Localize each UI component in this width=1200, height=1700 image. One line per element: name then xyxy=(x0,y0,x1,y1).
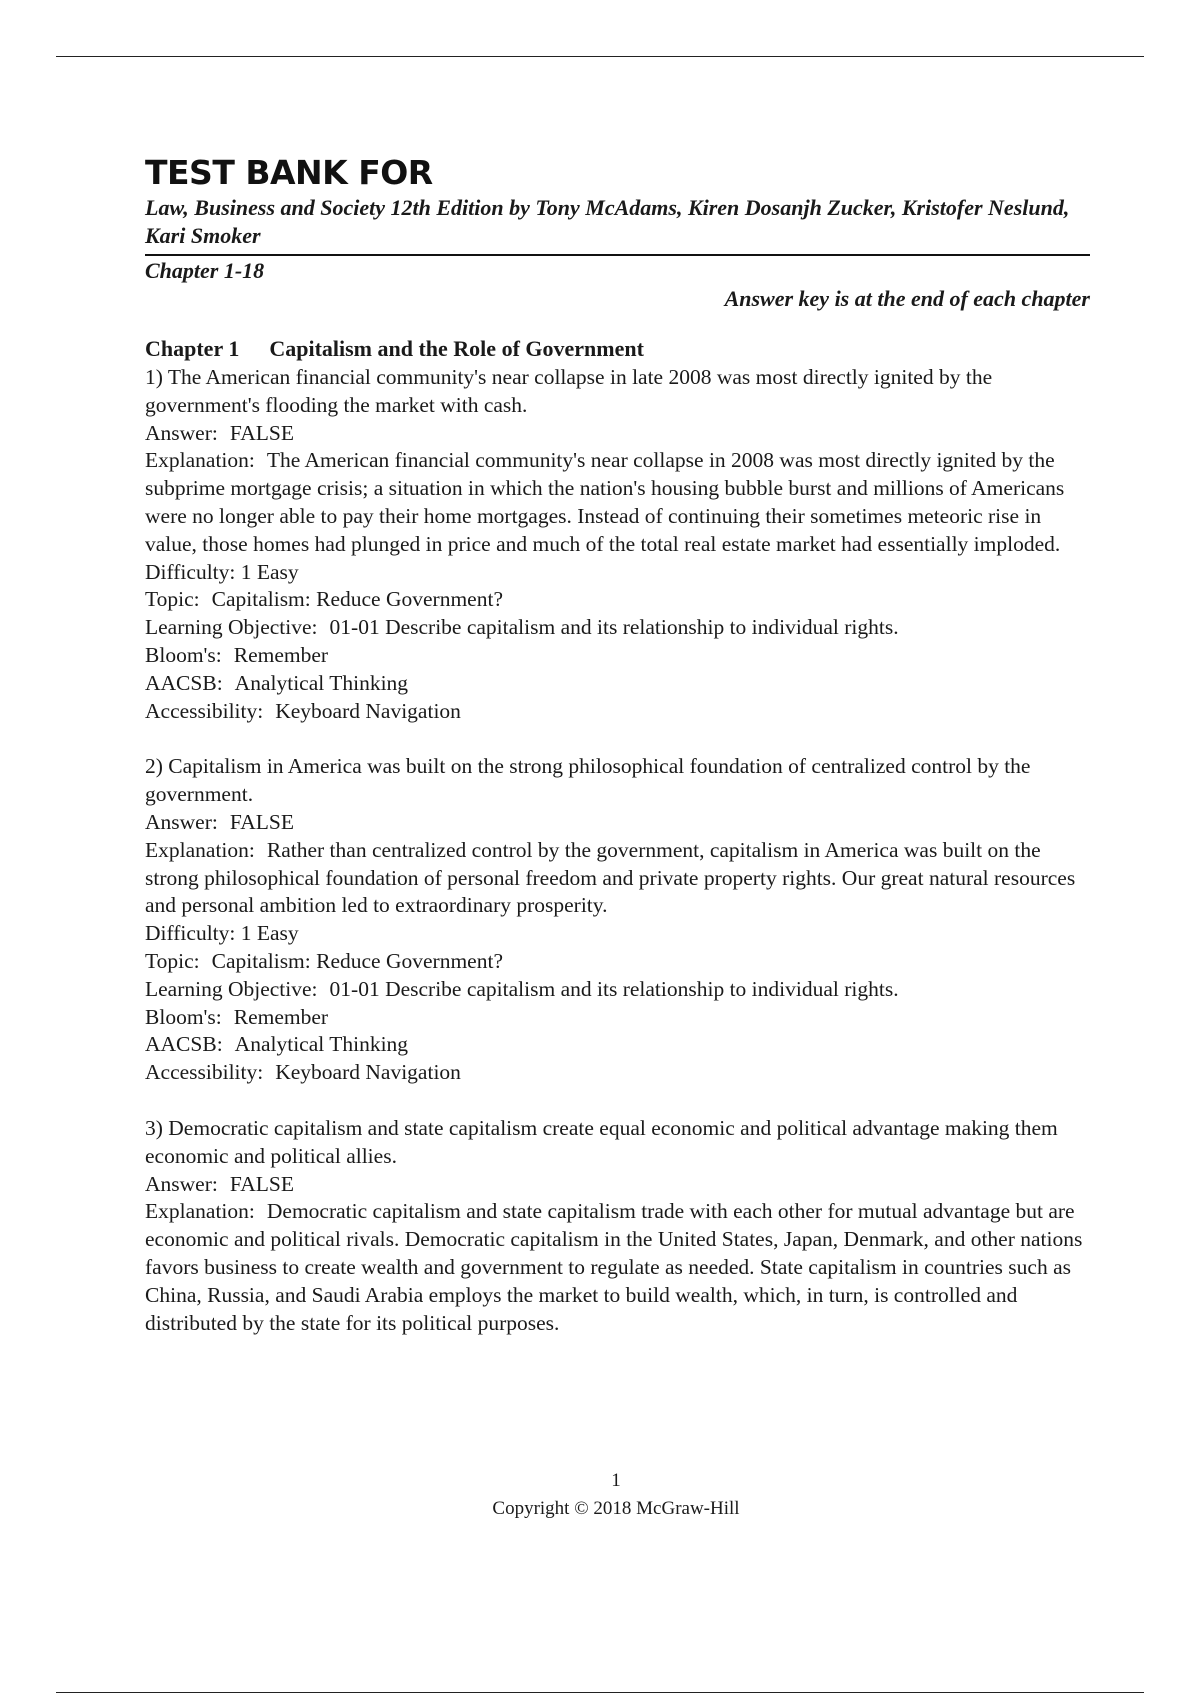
question-text: 3) Democratic capitalism and state capitalism create equal economic and political advantage making them economic and political allies. xyxy=(145,1115,1058,1168)
explanation-line xyxy=(145,837,1090,920)
accessibility-value: Keyboard Navigation xyxy=(275,1060,461,1085)
explanation-value: The American financial community's near collapse in 2008 was most directly ignited by the subprime mortgage crisis; a situation in which the nation's housing bubble burst and millions of Americans were no longer able to pay their home mortgages. Instead of continuing their sometimes meteoric rise in value, those homes had plunged in price and much of the total real estate market had essentially imploded. xyxy=(145,448,1065,556)
answer-label: Answer: xyxy=(145,809,218,834)
document-title: TEST BANK FOR xyxy=(145,153,433,192)
aacsb-label: AACSB: xyxy=(145,1032,223,1057)
document-body xyxy=(145,154,1090,1337)
blooms-label: Bloom's: xyxy=(145,1004,222,1029)
bottom-page-rule xyxy=(56,1692,1144,1693)
difficulty-value: 1 Easy xyxy=(240,921,299,946)
aacsb-line xyxy=(145,670,1090,698)
topic-value: Capitalism: Reduce Government? xyxy=(211,948,503,973)
objective-value: 01-01 Describe capitalism and its relationship to individual rights. xyxy=(329,615,899,640)
difficulty-label: Difficulty: xyxy=(145,921,236,946)
blooms-label: Bloom's: xyxy=(145,642,222,667)
aacsb-label: AACSB: xyxy=(145,670,223,695)
aacsb-line xyxy=(145,1031,1090,1059)
topic-value: Capitalism: Reduce Government? xyxy=(211,587,503,612)
accessibility-label: Accessibility: xyxy=(145,698,264,723)
answer-line xyxy=(145,420,1090,448)
explanation-value: Rather than centralized control by the government, capitalism in America was built on the strong philosophical foundation of personal freedom and private property rights. Our great natural resources and personal ambition led to extraordinary prosperity. xyxy=(145,837,1076,918)
difficulty-label: Difficulty: xyxy=(145,559,236,584)
answer-value: FALSE xyxy=(229,1171,294,1196)
explanation-label: Explanation: xyxy=(145,448,255,473)
blooms-value: Remember xyxy=(233,642,329,667)
question-item xyxy=(145,753,1090,1087)
explanation-line xyxy=(145,447,1090,558)
blooms-line xyxy=(145,1004,1090,1032)
answer-value: FALSE xyxy=(229,420,294,445)
answer-label: Answer: xyxy=(145,420,218,445)
topic-label: Topic: xyxy=(145,948,200,973)
topic-label: Topic: xyxy=(145,587,200,612)
difficulty-value: 1 Easy xyxy=(240,559,299,584)
question-item xyxy=(145,364,1090,725)
difficulty-line xyxy=(145,920,1090,948)
question-text: 2) Capitalism in America was built on the strong philosophical foundation of centralized control by the government. xyxy=(145,754,1031,807)
answer-key-note: Answer key is at the end of each chapter xyxy=(724,286,1090,311)
difficulty-line xyxy=(145,559,1090,587)
explanation-label: Explanation: xyxy=(145,837,255,862)
answer-value: FALSE xyxy=(229,809,294,834)
book-subtitle: Law, Business and Society 12th Edition by Tony McAdams, Kiren Dosanjh Zucker, Kristofer Neslund, Kari Smoker xyxy=(145,195,1070,248)
answer-line xyxy=(145,809,1090,837)
accessibility-line xyxy=(145,1059,1090,1087)
explanation-label: Explanation: xyxy=(145,1199,255,1224)
blooms-value: Remember xyxy=(233,1004,329,1029)
objective-value: 01-01 Describe capitalism and its relationship to individual rights. xyxy=(329,976,899,1001)
objective-line xyxy=(145,976,1090,1004)
top-page-rule xyxy=(56,56,1144,57)
objective-label: Learning Objective: xyxy=(145,976,318,1001)
aacsb-value: Analytical Thinking xyxy=(234,1032,409,1057)
explanation-line xyxy=(145,1198,1090,1337)
question-item xyxy=(145,1115,1090,1337)
accessibility-label: Accessibility: xyxy=(145,1060,264,1085)
copyright-notice: Copyright © 2018 McGraw-Hill xyxy=(492,1498,740,1519)
topic-line xyxy=(145,586,1090,614)
objective-label: Learning Objective: xyxy=(145,615,318,640)
topic-line xyxy=(145,948,1090,976)
chapter-range: Chapter 1-18 xyxy=(145,258,265,283)
aacsb-value: Analytical Thinking xyxy=(234,670,409,695)
page-number: 1 xyxy=(611,1470,621,1491)
chapter-title: Capitalism and the Role of Government xyxy=(269,336,644,361)
accessibility-line xyxy=(145,698,1090,726)
explanation-value: Democratic capitalism and state capitalism trade with each other for mutual advantage but are economic and political rivals. Democratic capitalism in the United States, Japan, Denmark, and other nations favors business to create wealth and government to regulate as needed. State capitalism in countries such as China, Russia, and Saudi Arabia employs the market to build wealth, which, in turn, is controlled and distributed by the state for its political purposes. xyxy=(145,1199,1083,1335)
blooms-line xyxy=(145,642,1090,670)
question-text: 1) The American financial community's near collapse in late 2008 was most directly ignited by the government's flooding the market with cash. xyxy=(145,365,993,417)
objective-line xyxy=(145,614,1090,642)
answer-line xyxy=(145,1171,1090,1199)
chapter-number: Chapter 1 xyxy=(145,336,240,361)
accessibility-value: Keyboard Navigation xyxy=(275,698,461,723)
answer-label: Answer: xyxy=(145,1171,218,1196)
chapter-heading xyxy=(145,334,1090,364)
